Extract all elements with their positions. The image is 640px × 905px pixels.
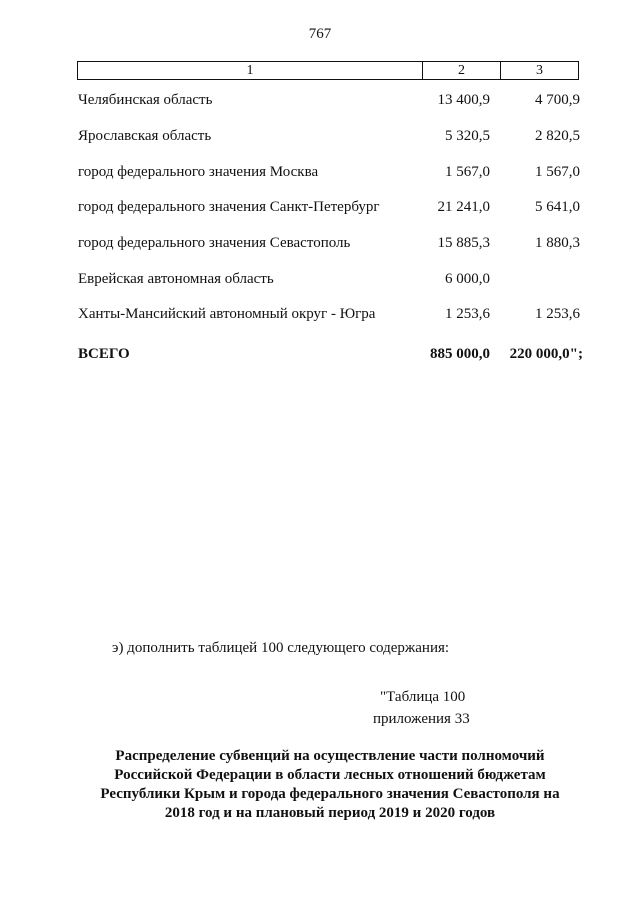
amendment-text: э) дополнить таблицей 100 следующего содержания: — [112, 640, 450, 656]
table-row — [78, 271, 580, 291]
section-title-line: Распределение субвенций на осуществление части полномочий — [115, 748, 545, 764]
region-name: город федерального значения Севастополь — [78, 235, 351, 251]
table-row — [78, 199, 580, 219]
value-col-3: 4 700,9 — [535, 92, 580, 108]
table-row — [78, 92, 580, 112]
value-col-3: 1 253,6 — [535, 306, 580, 322]
region-name: город федерального значения Москва — [78, 164, 319, 180]
section-title — [60, 747, 600, 823]
total-value-col-3: 220 000,0"; — [509, 346, 583, 362]
region-name: Еврейская автономная область — [78, 271, 274, 287]
value-col-2: 15 885,3 — [437, 235, 490, 251]
table-row — [78, 128, 580, 148]
total-row — [78, 346, 583, 366]
header-col-1: 1 — [78, 62, 423, 79]
section-title-line: Российской Федерации в области лесных отношений бюджетам — [114, 767, 546, 783]
section-title-line: Республики Крым и города федерального значения Севастополя на — [100, 786, 560, 802]
value-col-2: 6 000,0 — [445, 271, 490, 287]
table-reference-line-1: "Таблица 100 — [380, 689, 466, 705]
total-value-col-2: 885 000,0 — [430, 346, 490, 362]
table-row — [78, 164, 580, 184]
table-header-row — [77, 61, 579, 80]
region-name: город федерального значения Санкт-Петербург — [78, 199, 380, 215]
section-title-line: 2018 год и на плановый период 2019 и 2020 годов — [164, 805, 496, 821]
value-col-2: 5 320,5 — [445, 128, 490, 144]
header-col-3: 3 — [536, 63, 543, 78]
value-col-3: 2 820,5 — [535, 128, 580, 144]
table-reference-line-2: приложения 33 — [373, 711, 470, 727]
region-name: Челябинская область — [78, 92, 213, 108]
page-number: 767 — [308, 26, 332, 42]
header-col-2: 2 — [423, 62, 501, 79]
table-reference — [373, 686, 470, 730]
table-row — [78, 235, 580, 255]
region-name: Ханты-Мансийский автономный округ - Югра — [78, 306, 376, 322]
value-col-2: 21 241,0 — [437, 199, 490, 215]
table-row — [78, 306, 580, 326]
value-col-2: 13 400,9 — [437, 92, 490, 108]
value-col-2: 1 253,6 — [445, 306, 490, 322]
value-col-3: 1 567,0 — [535, 164, 580, 180]
value-col-3: 5 641,0 — [535, 199, 580, 215]
region-name: Ярославская область — [78, 128, 212, 144]
value-col-2: 1 567,0 — [445, 164, 490, 180]
value-col-3: 1 880,3 — [535, 235, 580, 251]
total-label: ВСЕГО — [78, 346, 130, 362]
